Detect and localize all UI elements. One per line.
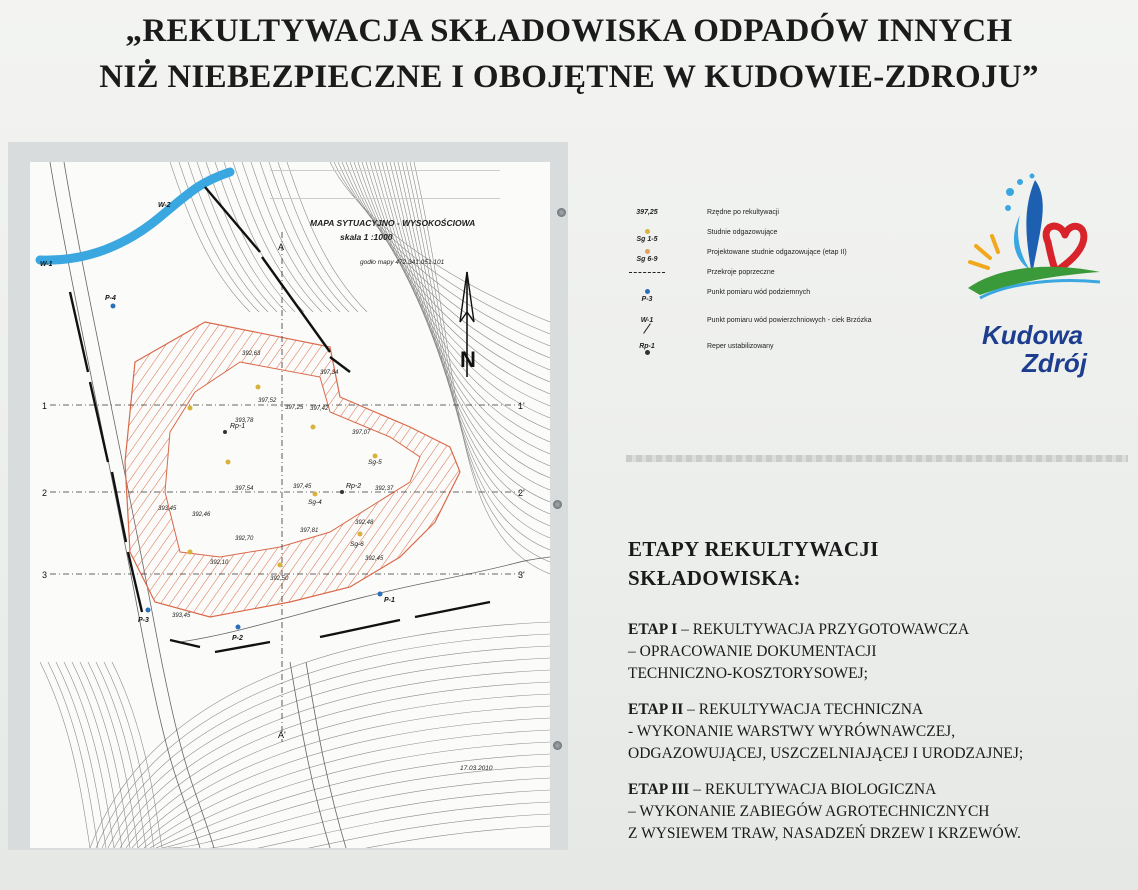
contour-line <box>224 162 304 312</box>
elevation-label: 397,52 <box>258 398 277 404</box>
well-marker <box>358 532 363 537</box>
piezometer-p2: P-2 <box>232 635 243 642</box>
stage-3-line: – WYKONANIE ZABIEGÓW AGROTECHNICZNYCH <box>628 803 990 820</box>
groundwater-dot-icon <box>645 289 650 294</box>
contour-line <box>174 790 550 848</box>
stage-2-line: - WYKONANIE WARSTWY WYRÓWNAWCZEJ, <box>628 723 956 740</box>
stage-3 <box>628 779 1133 845</box>
section-divider <box>626 455 1128 462</box>
contour-line <box>40 662 90 848</box>
legend-text: Reper ustabilizowany <box>707 343 774 350</box>
legend-row <box>625 209 925 227</box>
benchmark-marker <box>223 430 227 434</box>
legend-symbol-planned-well <box>625 249 669 263</box>
title-line-1: „REKULTYWACJA SKŁADOWISKA ODPADÓW INNYCH <box>125 13 1013 49</box>
contour-line <box>378 162 550 466</box>
contour-line <box>114 670 550 848</box>
section-label-3-prime: 3' <box>518 570 525 580</box>
well-sg6: Sg-6 <box>350 541 364 548</box>
stages-title-line-2: SKŁADOWISKA: <box>628 566 801 590</box>
elevation-label: 397,25 <box>285 405 304 411</box>
elevation-label: 392,10 <box>210 560 229 566</box>
contour-line <box>186 814 550 848</box>
legend-row <box>625 317 925 335</box>
contour-line <box>362 162 550 418</box>
mounting-screw <box>553 741 562 750</box>
contour-line <box>330 162 550 322</box>
section-label-2: 2 <box>42 488 48 498</box>
section-label-1-prime: 1' <box>518 401 525 411</box>
well-marker <box>278 563 283 568</box>
map-sheet-id: godło mapy 472.341.051.101 <box>360 259 445 266</box>
contour-line <box>138 718 550 848</box>
map-legend <box>625 205 925 375</box>
stage-3-line: Z WYSIEWEM TRAW, NASADZEŃ DRZEW I KRZEWÓW. <box>628 825 1021 842</box>
legend-symbol-benchmark-label: Rp-1 <box>639 343 655 350</box>
contour-line <box>370 162 550 442</box>
benchmark-rp2: Rp-2 <box>346 483 362 490</box>
stage-2-name: ETAP II <box>628 701 684 718</box>
legend-symbol-planned-well-label: Sg 6-9 <box>636 256 658 263</box>
title-line-2: NIŻ NIEBEZPIECZNE I OBOJĘTNE W KUDOWIE-ZDROJU” <box>99 59 1039 95</box>
elevation-label: 393,78 <box>235 418 254 424</box>
contour-line <box>251 162 331 312</box>
well-marker <box>311 425 316 430</box>
stage-3-name: ETAP III <box>628 781 690 798</box>
legend-symbol-elevation: 397,25 <box>636 209 658 216</box>
piezometer-marker <box>236 625 241 630</box>
stages-title <box>628 535 1133 593</box>
elevation-label: 397,54 <box>235 486 254 492</box>
piezometer-p4: P-4 <box>105 295 116 302</box>
legend-text: Projektowane studnie odgazowujące (etap II) <box>707 249 847 256</box>
elevation-label: 397,45 <box>293 484 312 490</box>
contour-line <box>132 706 550 848</box>
elevation-label: 392,63 <box>242 351 261 357</box>
dash-dot-line-icon <box>629 272 665 273</box>
legend-text: Punkt pomiaru wód powierzchniowych - ciek Brzózka <box>707 317 872 324</box>
contour-line <box>338 162 550 346</box>
reclamation-stages <box>628 535 1133 845</box>
stage-1-line: – OPRACOWANIE DOKUMENTACJI <box>628 643 877 660</box>
mounting-screw <box>557 208 566 217</box>
planned-well-dot-icon <box>645 249 650 254</box>
well-sg5: Sg-5 <box>368 459 382 466</box>
legend-text: Przekroje poprzeczne <box>707 269 775 276</box>
well-dot-icon <box>645 229 650 234</box>
elevation-label: 392,50 <box>270 576 289 582</box>
stage-1-name: ETAP I <box>628 621 678 638</box>
piezometer-marker <box>378 592 383 597</box>
benchmark-dot-icon <box>645 350 650 355</box>
elevation-label: 392,46 <box>192 512 211 518</box>
site-map <box>30 162 550 848</box>
legend-row <box>625 269 925 287</box>
stages-title-line-1: ETAPY REKULTYWACJI <box>628 537 879 561</box>
legend-symbol-groundwater-label: P-3 <box>641 296 653 303</box>
contour-line <box>215 162 295 312</box>
elevation-label: 392,70 <box>235 536 254 542</box>
stream-point-w1: W-1 <box>40 261 53 268</box>
legend-text: Rzędne po rekultywacji <box>707 209 779 216</box>
section-label-a: A <box>278 242 285 252</box>
contour-line <box>233 162 313 312</box>
contour-line <box>269 162 349 312</box>
map-date: 17.03.2010 <box>460 765 493 772</box>
legend-symbol-benchmark <box>625 343 669 357</box>
well-marker <box>313 492 318 497</box>
legend-text: Studnie odgazowujące <box>707 229 778 236</box>
section-label-2-prime: 2' <box>518 488 525 498</box>
well-marker <box>373 454 378 459</box>
legend-symbol-section <box>625 269 669 276</box>
map-heading: MAPA SYTUACYJNO - WYSOKOŚCIOWA <box>310 218 476 228</box>
section-label-3: 3 <box>42 570 48 580</box>
stage-1 <box>628 619 1133 685</box>
legend-row <box>625 343 925 361</box>
legend-text: Punkt pomiaru wód podziemnych <box>707 289 811 296</box>
stage-2-line: ODGAZOWUJĄCEJ, USZCZELNIAJĄCEJ I URODZAJNEJ; <box>628 745 1024 762</box>
mounting-screw <box>553 500 562 509</box>
legend-symbol-surface-water-label: W-1 <box>640 317 654 324</box>
piezometer-p3: P-3 <box>138 617 149 624</box>
stream-brzozka <box>40 172 230 260</box>
board-title <box>0 8 1138 100</box>
section-label-a-prime: A' <box>278 730 286 740</box>
contour-line <box>354 162 550 394</box>
stage-3-head: – REKULTYWACJA BIOLOGICZNA <box>689 781 937 798</box>
piezometer-p1: P-1 <box>384 597 395 604</box>
elevation-label: 397,07 <box>352 430 371 436</box>
well-marker <box>256 385 261 390</box>
well-marker <box>188 406 193 411</box>
legend-symbol-well <box>625 229 669 243</box>
contour-line <box>346 162 550 370</box>
stage-1-head: – REKULTYWACJA PRZYGOTOWAWCZA <box>677 621 970 638</box>
fountain-heart-logo-icon <box>960 170 1110 320</box>
site-map-drawing <box>30 162 550 848</box>
slash-icon <box>643 323 651 333</box>
elevation-label: 392,45 <box>365 556 384 562</box>
logo-text-kudowa: Kudowa <box>982 320 1084 350</box>
elevation-label: 393,45 <box>158 506 177 512</box>
section-label-1: 1 <box>42 401 48 411</box>
legend-symbol-surface-water <box>625 317 669 331</box>
piezometer-marker <box>146 608 151 613</box>
elevation-label: 393,45 <box>172 613 191 619</box>
elevation-label: 392,37 <box>375 486 394 492</box>
elevation-label: 397,34 <box>320 370 339 376</box>
benchmark-rp1: Rp-1 <box>230 423 246 430</box>
elevation-label: 392,48 <box>355 520 374 526</box>
kudowa-zdroj-logo <box>960 170 1110 390</box>
contour-line <box>192 826 550 848</box>
benchmark-marker <box>340 490 344 494</box>
piezometer-marker <box>111 304 116 309</box>
well-sg4: Sg-4 <box>308 499 322 506</box>
legend-row <box>625 229 925 247</box>
legend-symbol-groundwater <box>625 289 669 303</box>
stage-2-head: – REKULTYWACJA TECHNICZNA <box>683 701 924 718</box>
elevation-label: 397,81 <box>300 528 319 534</box>
legend-symbol-well-label: Sg 1-5 <box>636 236 658 243</box>
stage-1-line: TECHNICZNO-KOSZTORYSOWEJ; <box>628 665 868 682</box>
north-label: N <box>460 347 476 372</box>
legend-row <box>625 249 925 267</box>
map-scale: skala 1 :1000 <box>340 232 393 242</box>
stage-2 <box>628 699 1133 765</box>
contour-line <box>162 766 550 848</box>
contour-line <box>260 162 340 312</box>
logo-text-zdroj: Zdrój <box>1022 348 1087 378</box>
stream-point-w2: W-2 <box>158 202 171 209</box>
legend-row <box>625 289 925 307</box>
well-marker <box>188 550 193 555</box>
elevation-label: 397,42 <box>310 406 329 412</box>
well-marker <box>226 460 231 465</box>
contour-line <box>366 162 550 430</box>
